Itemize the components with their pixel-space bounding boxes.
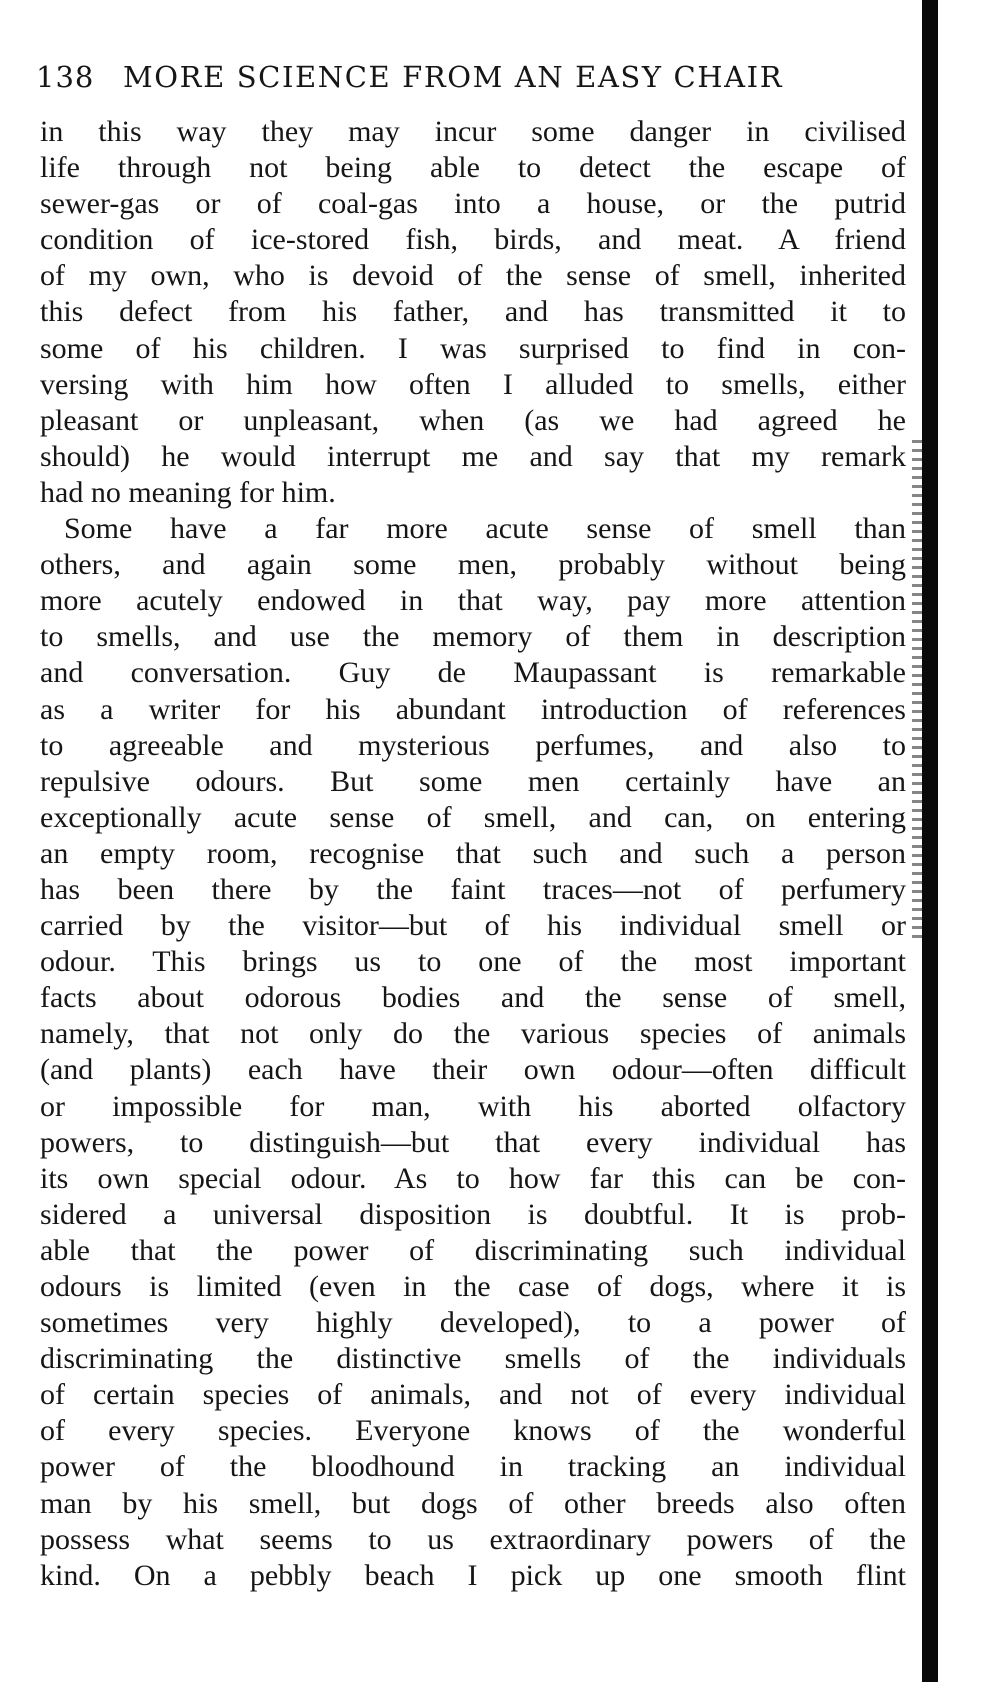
text-line: facts about odorous bodies and the sense of smell, [40,981,906,1015]
text-line: some of his children. I was surprised to find in con- [40,331,906,365]
text-line: exceptionally acute sense of smell, and can, on entering [40,800,906,834]
text-line: sometimes very highly developed), to a power of [40,1306,906,1340]
text-line: namely, that not only do the various species of animals [40,1017,906,1051]
running-title: MORE SCIENCE FROM AN EASY CHAIR [123,60,784,94]
text-line: of certain species of animals, and not of every individual [40,1378,906,1412]
text-line: carried by the visitor—but of his individual smell or [40,909,906,943]
text-line: pleasant or unpleasant, when (as we had agreed he [40,403,906,437]
text-line: possess what seems to us extraordinary powers of the [40,1522,906,1556]
text-line: others, and again some men, probably without being [40,548,906,582]
text-line: discriminating the distinctive smells of the individuals [40,1342,906,1376]
text-line: its own special odour. As to how far this can be con- [40,1161,906,1195]
text-line: sidered a universal disposition is doubtful. It is prob- [40,1197,906,1231]
paragraph-1 [40,114,906,511]
text-line: or impossible for man, with his aborted olfactory [40,1089,906,1123]
text-line: to agreeable and mysterious perfumes, and also to [40,728,906,762]
text-line: life through not being able to detect the escape of [40,151,906,185]
binding-edge [922,0,938,1682]
text-line: to smells, and use the memory of them in description [40,620,906,654]
text-line: this defect from his father, and has transmitted it to [40,295,906,329]
text-line: in this way they may incur some danger in civilised [40,115,906,148]
text-line: man by his smell, but dogs of other breeds also often [40,1486,906,1520]
text-line: Some have a far more acute sense of smell than [64,512,906,546]
text-line: odours is limited (even in the case of dogs, where it is [40,1270,906,1303]
text-line: kind. On a pebbly beach I pick up one smooth flint [40,1558,906,1592]
text-line: should) he would interrupt me and say that my remark [40,439,906,473]
page-number: 138 [36,60,95,94]
text-line: power of the bloodhound in tracking an individual [40,1450,906,1484]
text-line: of my own, who is devoid of the sense of smell, inherited [40,259,906,293]
running-head [36,60,918,104]
text-line: as a writer for his abundant introduction of references [40,692,906,726]
text-line: repulsive odours. But some men certainly have an [40,764,906,798]
text-line: able that the power of discriminating such individual [40,1233,906,1267]
text-line: an empty room, recognise that such and such a person [40,836,906,870]
text-line: sewer-gas or of coal-gas into a house, or the putrid [40,187,906,221]
text-line: condition of ice-stored fish, birds, and meat. A friend [40,223,906,257]
text-line: (and plants) each have their own odour—often difficult [40,1053,906,1087]
body-text [40,114,906,1594]
text-line: has been there by the faint traces—not of perfumery [40,872,906,906]
text-line: powers, to distinguish—but that every individual has [40,1125,906,1159]
text-line: versing with him how often I alluded to smells, either [40,367,906,401]
text-line: and conversation. Guy de Maupassant is remarkable [40,656,906,690]
text-line: of every species. Everyone knows of the wonderful [40,1414,906,1448]
paragraph-2 [40,511,906,1594]
text-line: had no meaning for him. [40,475,336,509]
text-line: odour. This brings us to one of the most important [40,945,906,979]
text-line: more acutely endowed in that way, pay more attention [40,584,906,618]
